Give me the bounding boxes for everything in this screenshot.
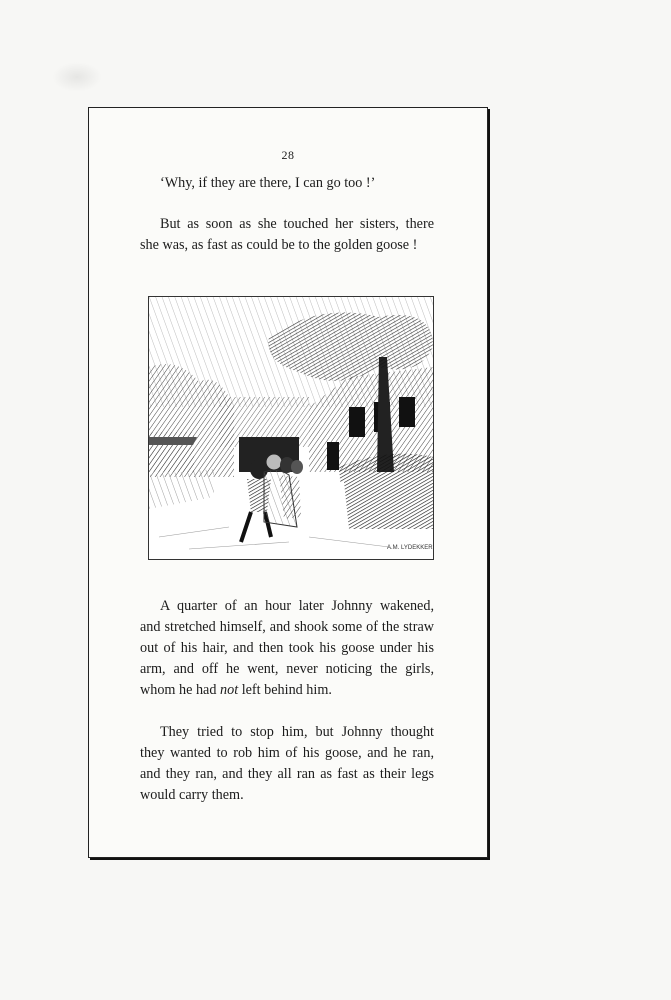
text-line: [140, 680, 434, 701]
text-line: ‘Why, if they are there, I can go too !’: [160, 175, 376, 191]
text-line: out of his hair, and then took his goose under his: [140, 640, 434, 656]
text-line: and stretched himself, and shook some of the straw: [140, 619, 434, 635]
book-page: [88, 107, 488, 858]
village-lane-drawing: [149, 297, 433, 559]
text-line: would carry them.: [140, 787, 244, 803]
text-line: she was, as fast as could be to the golden goose !: [140, 237, 418, 253]
paragraph-1: [140, 173, 434, 194]
paragraph-2: [140, 214, 434, 256]
text-line: A quarter of an hour later Johnny wakened,: [160, 598, 434, 614]
text-line: arm, and off he went, never noticing the girls,: [140, 661, 434, 677]
paragraph-3: [140, 596, 434, 701]
scan-smudge: [52, 62, 102, 92]
paragraph-4: [140, 722, 434, 806]
text-line: and they ran, and they all ran as fast as their legs: [140, 766, 434, 782]
text-line: they wanted to rob him of his goose, and he ran,: [140, 745, 434, 761]
text-line: But as soon as she touched her sisters, there: [160, 216, 434, 232]
illustration: [148, 296, 434, 560]
emphasized-word: not: [220, 682, 239, 698]
text-line: They tried to stop him, but Johnny thought: [160, 724, 434, 740]
text-fragment: whom he had: [140, 682, 220, 698]
text-fragment: left behind him.: [238, 682, 332, 698]
page-number: 28: [281, 148, 295, 162]
artist-signature: A.M. LYDEKKER: [387, 545, 433, 551]
